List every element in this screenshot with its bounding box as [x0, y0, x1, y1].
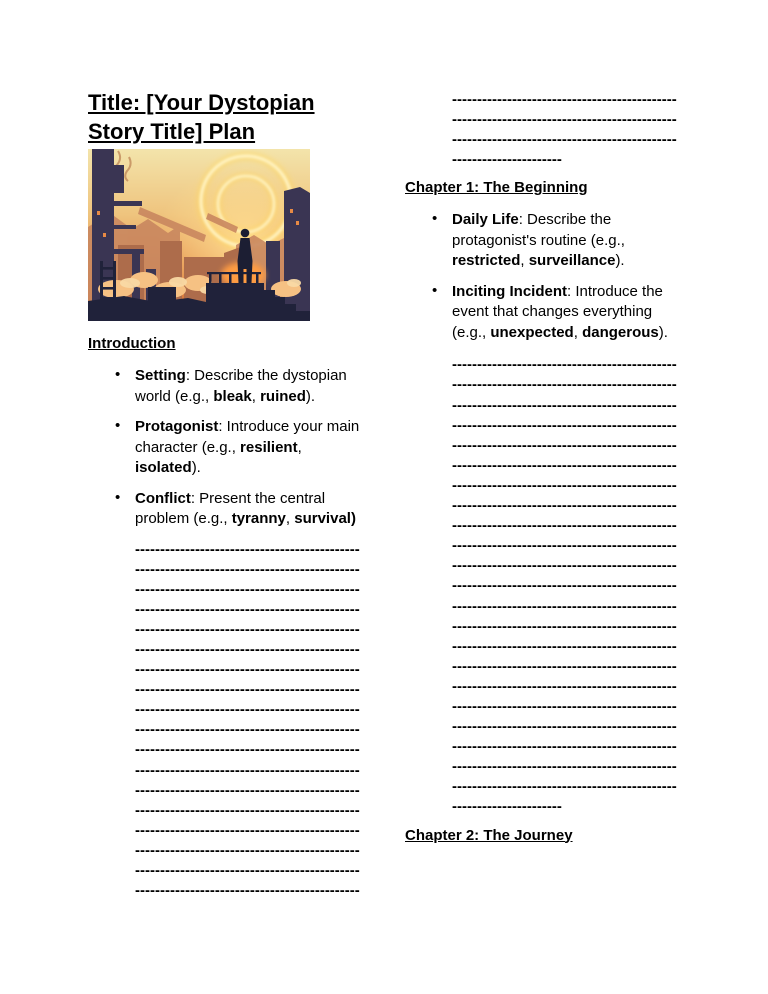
writing-line: ---------------------------------------------: [135, 821, 360, 839]
bullet-item-inciting-incident: [432, 281, 685, 344]
writing-line: ---------------------------------------------: [452, 131, 677, 149]
writing-line: ---------------------------------------------: [135, 882, 360, 900]
writing-line: ---------------------------------------------: [452, 396, 677, 414]
writing-line: ---------------------------------------------: [452, 778, 677, 796]
chapter1-bullet-list: [405, 210, 685, 343]
writing-lines-introduction-continued: [452, 90, 685, 150]
writing-line: ---------------------------------------------: [135, 841, 360, 859]
writing-line: ---------------------------------------------: [452, 657, 677, 675]
bullet-item-protagonist: [115, 417, 364, 479]
writing-line: ---------------------------------------------: [452, 557, 677, 575]
writing-line: ---------------------------------------------: [135, 661, 360, 679]
document-title: Title: [Your Dystopian Story Title] Plan: [88, 90, 315, 144]
writing-line: ---------------------------------------------: [135, 862, 360, 879]
writing-line: ---------------------------------------------: [452, 738, 677, 756]
bullet-icon: •: [432, 281, 438, 299]
bullet-text: Daily Life: Describe the protagonist's routine (e.g., restricted, surveillance).: [452, 211, 625, 270]
writing-line: ---------------------------------------------: [452, 758, 677, 776]
bullet-icon: •: [432, 210, 438, 228]
writing-line: ---------------------------------------------: [135, 580, 360, 598]
writing-line: ---------------------------------------------: [452, 497, 677, 515]
writing-line: ---------------------------------------------: [452, 91, 677, 108]
writing-line: ---------------------------------------------: [452, 456, 677, 474]
writing-line: ---------------------------------------------: [452, 436, 677, 454]
bullet-icon: •: [115, 417, 121, 434]
left-column: [88, 88, 364, 901]
writing-line: ---------------------------------------------: [135, 640, 360, 658]
writing-line: ---------------------------------------------: [452, 111, 677, 129]
writing-line: ---------------------------------------------: [452, 537, 677, 555]
writing-line: ---------------------------------------------: [452, 416, 677, 434]
chapter2-heading: Chapter 2: The Journey: [405, 826, 573, 844]
writing-line: ---------------------------------------------: [135, 560, 360, 578]
writing-line: ---------------------------------------------: [452, 597, 677, 615]
writing-line: ---------------------------------------------: [452, 677, 677, 695]
writing-line: ---------------------------------------------: [135, 761, 360, 779]
dystopian-artwork-image: [88, 149, 310, 321]
introduction-bullet-list: [88, 366, 364, 530]
writing-line: ---------------------------------------------: [452, 517, 677, 535]
writing-line: ---------------------------------------------: [452, 376, 677, 394]
writing-line: ---------------------------------------------: [452, 577, 677, 595]
chapter1-heading: Chapter 1: The Beginning: [405, 179, 588, 197]
writing-line: ---------------------------------------------: [135, 540, 360, 558]
bullet-icon: •: [115, 488, 121, 506]
bullet-text: Conflict: Present the central problem (e.g., tyranny, survival): [135, 489, 356, 527]
writing-line: ---------------------------------------------: [135, 620, 360, 638]
writing-line: ---------------------------------------------: [135, 600, 360, 618]
writing-line: ---------------------------------------------: [135, 741, 360, 759]
writing-line: ---------------------------------------------: [452, 617, 677, 635]
writing-line: ---------------------------------------------: [452, 718, 677, 736]
writing-line: ---------------------------------------------: [452, 356, 677, 374]
writing-line: ---------------------------------------------: [135, 781, 360, 799]
bullet-icon: •: [115, 366, 121, 383]
writing-lines-chapter1: [452, 355, 685, 797]
bullet-item-daily-life: [432, 210, 685, 272]
writing-line-short: ----------------------: [452, 798, 562, 816]
bullet-item-setting: [115, 366, 364, 407]
bullet-text: Setting: Describe the dystopian world (e.g., bleak, ruined).: [135, 367, 347, 405]
bullet-item-conflict: [115, 488, 364, 530]
writing-line: ---------------------------------------------: [135, 681, 360, 699]
writing-line: ---------------------------------------------: [452, 637, 677, 655]
writing-line: ---------------------------------------------: [452, 697, 677, 715]
writing-line: ---------------------------------------------: [135, 701, 360, 719]
introduction-heading: Introduction: [88, 335, 176, 352]
writing-line: ---------------------------------------------: [135, 721, 360, 739]
writing-line-short: ----------------------: [452, 151, 562, 169]
writing-line: ---------------------------------------------: [452, 476, 677, 494]
right-column: [405, 90, 685, 846]
bullet-text: Inciting Incident: Introduce the event that changes everything (e.g., unexpected, dangerous).: [452, 282, 668, 341]
bullet-text: Protagonist: Introduce your main character (e.g., resilient, isolated).: [135, 418, 360, 476]
writing-line: ---------------------------------------------: [135, 801, 360, 819]
writing-lines-introduction: [135, 540, 364, 902]
